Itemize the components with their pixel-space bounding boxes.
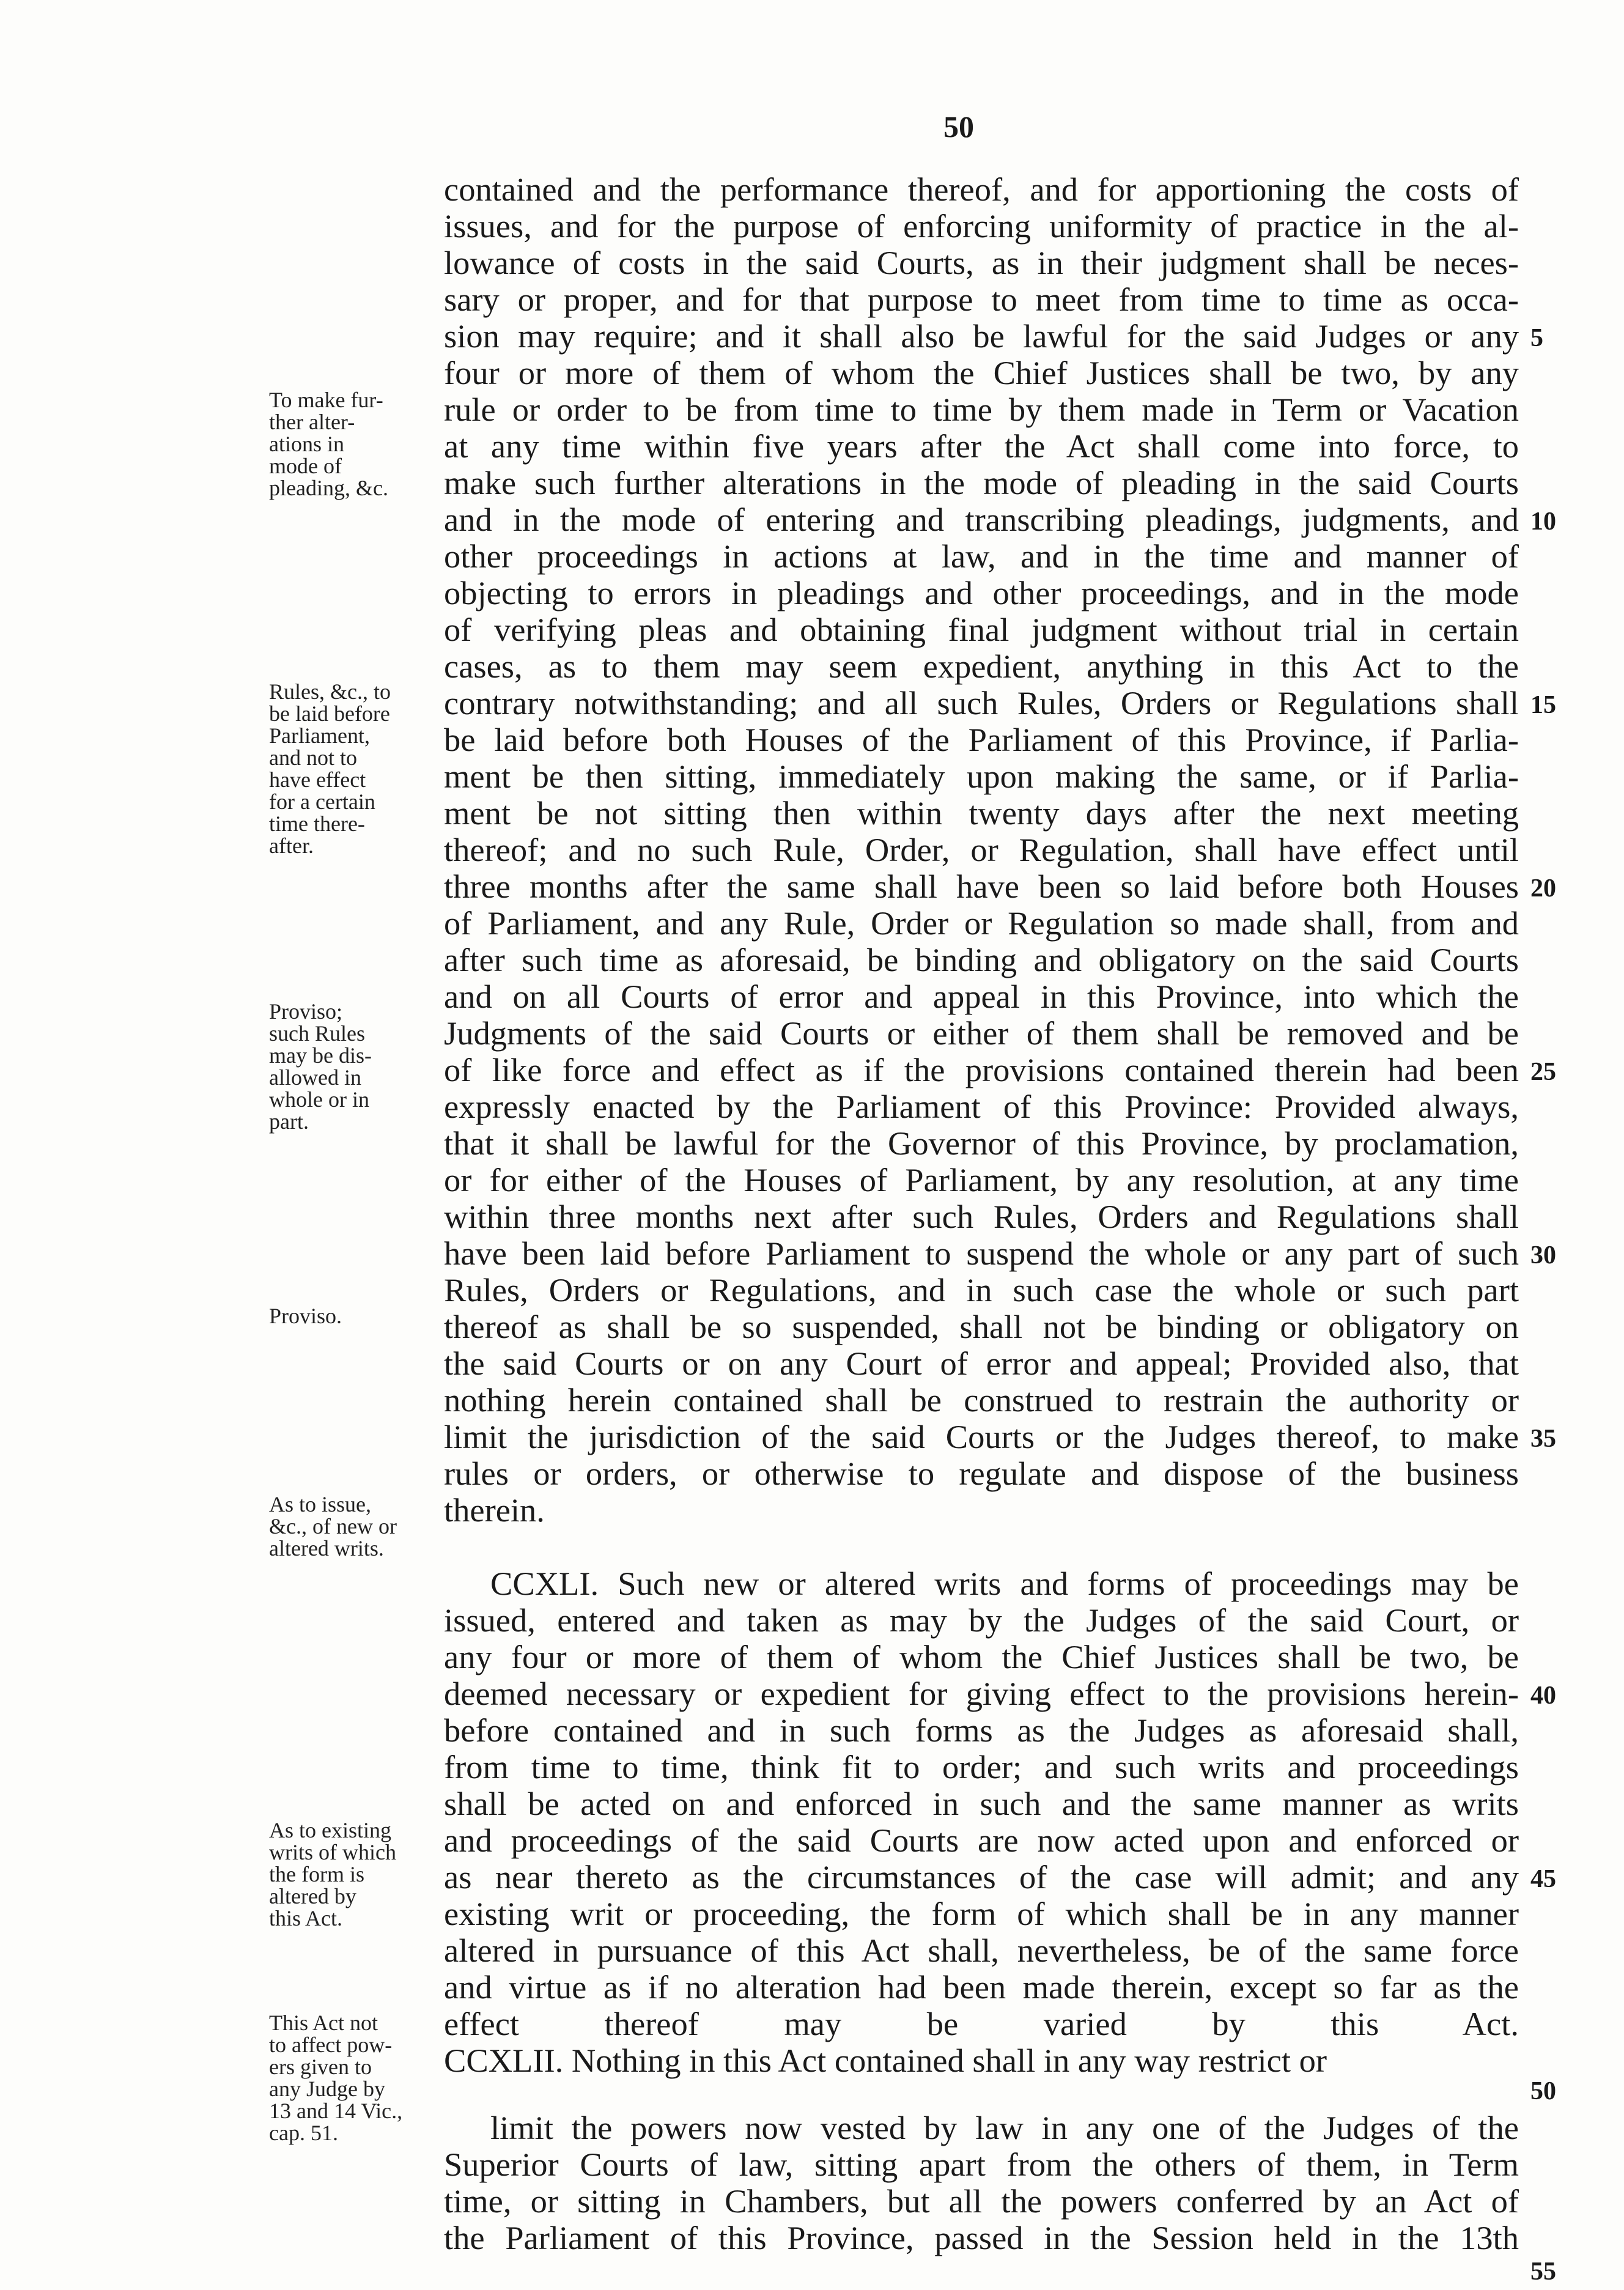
text-line: Judgments of the said Courts or either of them shall be removed and be <box>444 1014 1519 1052</box>
text-line: the said Courts or on any Court of error and appeal; Provided also, that <box>444 1345 1519 1382</box>
text-line: effect thereof may be varied by this Act. <box>444 2005 1519 2042</box>
line-number: 5 <box>1530 324 1543 352</box>
margin-note: Proviso; such Rules may be dis- allowed in whole or in part. <box>269 999 372 1134</box>
text-line: after such time as aforesaid, be binding and obligatory on the said Courts <box>444 941 1519 978</box>
text-line: and proceedings of the said Courts are now acted upon and enforced or <box>444 1822 1519 1859</box>
line-number: 50 <box>1530 2077 1556 2105</box>
section-heading-line: CCXLI. Such new or altered writs and forms of proceedings may be <box>490 1565 1519 1602</box>
margin-note: Rules, &c., to be laid before Parliament, and not to have effect for a certain time there- after. <box>269 679 391 858</box>
text-line: within three months next after such Rules, Orders and Regulations shall <box>444 1198 1519 1235</box>
margin-note: This Act not to affect pow- ers given to any Judge by 13 and 14 Vic., cap. 51. <box>269 2011 403 2145</box>
text-line: and in the mode of entering and transcribing pleadings, judgments, and <box>444 501 1519 538</box>
line-number: 15 <box>1530 691 1556 719</box>
line-number: 45 <box>1530 1865 1556 1893</box>
section-heading-line: limit the powers now vested by law in any one of the Judges of the <box>490 2109 1519 2146</box>
text-line: nothing herein contained shall be construed to restrain the authority or <box>444 1381 1519 1419</box>
line-number: 30 <box>1530 1241 1556 1269</box>
text-line: of verifying pleas and obtaining final judgment without trial in certain <box>444 611 1519 648</box>
text-line: four or more of them of whom the Chief Justices shall be two, by any <box>444 354 1519 391</box>
text-line <box>444 2253 1519 2290</box>
text-line: or for either of the Houses of Parliament, by any resolution, at any time <box>444 1161 1519 1199</box>
line-number: 25 <box>1530 1058 1556 1086</box>
text-line: any four or more of them of whom the Chief Justices shall be two, be <box>444 1638 1519 1675</box>
margin-note: To make fur- ther alter- ations in mode of pleading, &c. <box>269 388 388 500</box>
text-line: limit the jurisdiction of the said Courts or the Judges thereof, to make <box>444 1418 1519 1455</box>
text-line: shall be acted on and enforced in such and the same manner as writs <box>444 1785 1519 1822</box>
margin-note: As to issue, &c., of new or altered writs. <box>269 1492 397 1561</box>
text-line: objecting to errors in pleadings and other proceedings, and in the mode <box>444 574 1519 611</box>
text-line: that it shall be lawful for the Governor of this Province, by proclamation, <box>444 1125 1519 1162</box>
line-number: 40 <box>1530 1682 1556 1710</box>
text-line: contrary notwithstanding; and all such Rules, Orders or Regulations shall <box>444 684 1519 722</box>
text-line: CCXLII. Nothing in this Act contained shall in any way restrict or <box>444 2042 1327 2079</box>
text-line: sion may require; and it shall also be lawful for the said Judges or any <box>444 317 1519 355</box>
text-line: other proceedings in actions at law, and in the time and manner of <box>444 537 1519 575</box>
text-line: ment be not sitting then within twenty days after the next meeting <box>444 794 1519 832</box>
text-line: and virtue as if no alteration had been made therein, except so far as the <box>444 1968 1519 2006</box>
text-line: of Parliament, and any Rule, Order or Regulation so made shall, from and <box>444 904 1519 942</box>
text-line: thereof as shall be so suspended, shall not be binding or obligatory on <box>444 1308 1519 1345</box>
text-line: issued, entered and taken as may by the Judges of the said Court, or <box>444 1601 1519 1639</box>
text-line: altered in pursuance of this Act shall, nevertheless, be of the same force <box>444 1932 1519 1969</box>
text-line: time, or sitting in Chambers, but all the powers conferred by an Act of <box>444 2182 1519 2220</box>
margin-note: As to existing writs of which the form is altered by this Act. <box>269 1818 396 1930</box>
text-line: sary or proper, and for that purpose to meet from time to time as occa- <box>444 281 1519 318</box>
page-number: 50 <box>943 109 974 144</box>
text-line: expressly enacted by the Parliament of this Province: Provided always, <box>444 1088 1519 1125</box>
text-line: issues, and for the purpose of enforcing uniformity of practice in the al- <box>444 207 1519 245</box>
text-line: make such further alterations in the mode of pleading in the said Courts <box>444 464 1519 501</box>
text-line: have been laid before Parliament to suspend the whole or any part of such <box>444 1235 1519 1272</box>
text-line: of like force and effect as if the provisions contained therein had been <box>444 1051 1519 1088</box>
text-line: at any time within five years after the Act shall come into force, to <box>444 427 1519 465</box>
text-line: rules or orders, or otherwise to regulate and dispose of the business <box>444 1455 1519 1492</box>
line-number: 10 <box>1530 508 1556 536</box>
text-line: contained and the performance thereof, and for apportioning the costs of <box>444 171 1519 208</box>
text-line: existing writ or proceeding, the form of which shall be in any manner <box>444 1895 1519 1932</box>
text-line: the Parliament of this Province, passed in the Session held in the 13th <box>444 2219 1519 2256</box>
line-number: 35 <box>1530 1425 1556 1453</box>
text-line: from time to time, think fit to order; and such writs and proceedings <box>444 1748 1519 1786</box>
text-line: be laid before both Houses of the Parliament of this Province, if Parlia- <box>444 721 1519 758</box>
text-line: thereof; and no such Rule, Order, or Regulation, shall have effect until <box>444 831 1519 868</box>
line-number: 20 <box>1530 874 1556 903</box>
text-line: three months after the same shall have been so laid before both Houses <box>444 868 1519 905</box>
text-line: as near thereto as the circumstances of the case will admit; and any <box>444 1858 1519 1896</box>
text-line: cases, as to them may seem expedient, anything in this Act to the <box>444 648 1519 685</box>
text-line: lowance of costs in the said Courts, as in their judgment shall be neces- <box>444 244 1519 281</box>
text-line: and on all Courts of error and appeal in this Province, into which the <box>444 978 1519 1015</box>
text-line: Superior Courts of law, sitting apart from the others of them, in Term <box>444 2146 1519 2183</box>
margin-note: Proviso. <box>269 1304 342 1328</box>
line-number: 55 <box>1530 2258 1556 2286</box>
text-line: rule or order to be from time to time by them made in Term or Vacation <box>444 391 1519 428</box>
text-line: Rules, Orders or Regulations, and in such case the whole or such part <box>444 1271 1519 1309</box>
text-line: ment be then sitting, immediately upon making the same, or if Parlia- <box>444 758 1519 795</box>
text-line: before contained and in such forms as the Judges as aforesaid shall, <box>444 1712 1519 1749</box>
text-line: deemed necessary or expedient for giving effect to the provisions herein- <box>444 1675 1519 1712</box>
text-line: therein. <box>444 1491 545 1529</box>
